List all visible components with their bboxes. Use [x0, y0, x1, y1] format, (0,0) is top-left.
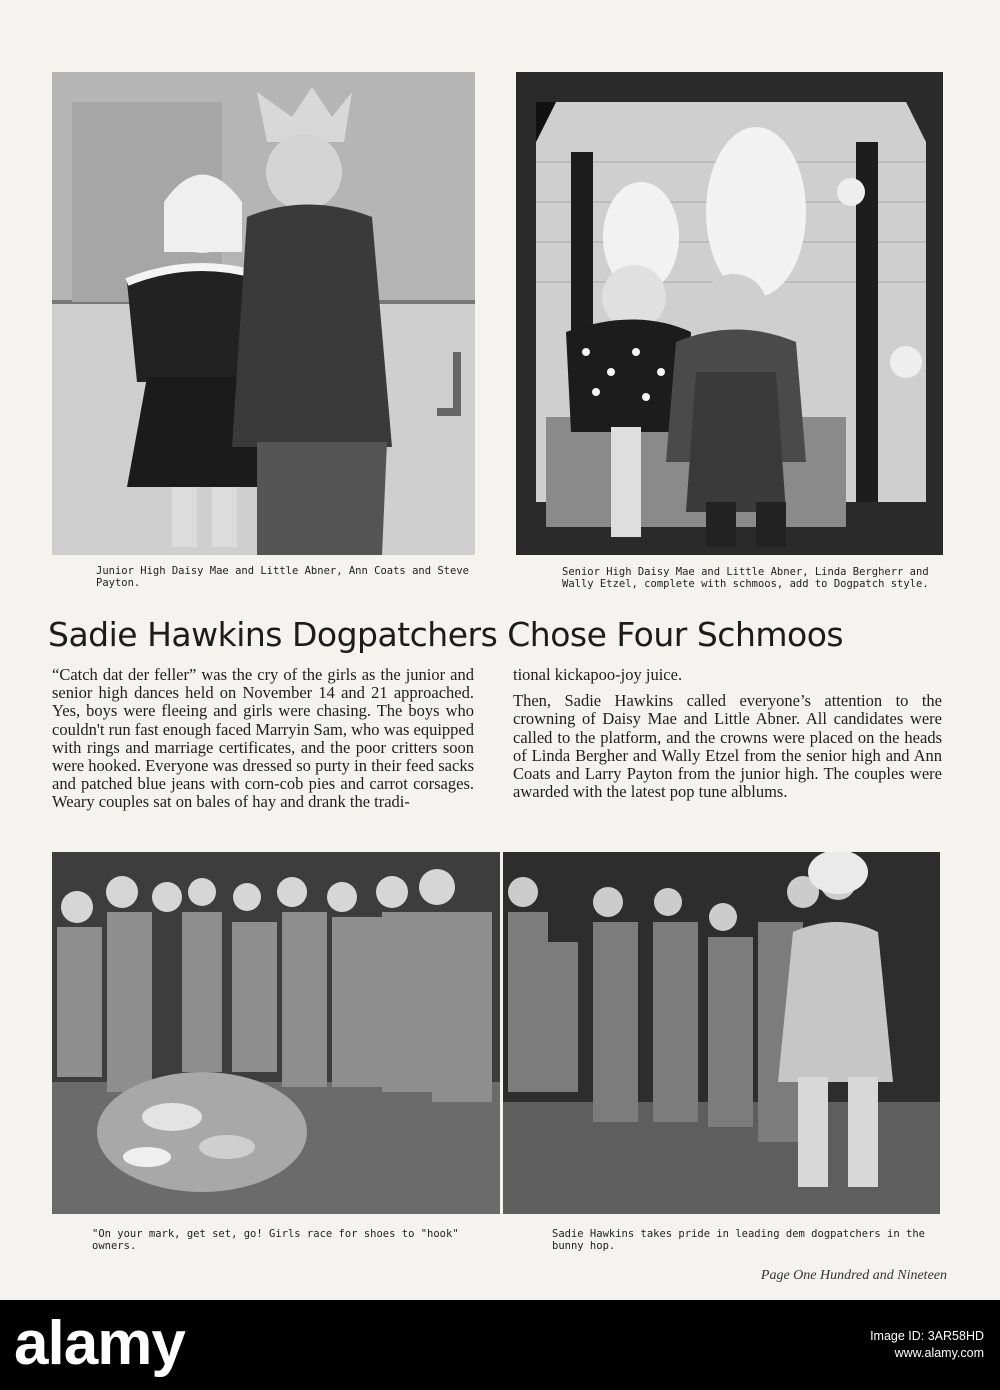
stock-footer-bar: [0, 1300, 1000, 1390]
stock-logo: alamy: [14, 1309, 185, 1378]
article-column-2: [513, 666, 942, 809]
image-id-label: Image ID: 3AR58HD: [870, 1329, 984, 1343]
site-url: www.alamy.com: [894, 1346, 984, 1360]
photo-bunny-hop: [503, 852, 940, 1214]
caption-shoe-race: "On your mark, get set, go! Girls race for shoes to "hook" owners.: [92, 1228, 459, 1252]
article-paragraph: tional kickapoo-joy juice.: [513, 665, 683, 684]
page-number: Page One Hundred and Nineteen: [760, 1268, 947, 1283]
article-paragraph: “Catch dat der feller” was the cry of the girls as the junior and senior high dances held on November 14 and 21 approached. Yes, boys were fleeing and girls were chasing. The boys who couldn't run fast enough faced Marryin Sam, who was equipped with rings and marriage certificates, and the poor critters soon were hooked. Everyone was dressed so purty in their feed sacks and patched blue jeans with corn-cob pies and carrot corsages. Weary couples sat on bales of hay and drank the tradi-: [52, 665, 474, 812]
stock-meta: [870, 1328, 984, 1362]
photo-senior-high-couple: [516, 72, 943, 555]
photo-junior-high-couple: [52, 72, 475, 555]
article-paragraph: Then, Sadie Hawkins called everyone’s attention to the crowning of Daisy Mae and Little Abner. All candidates were called to the platform, and the crowns were placed on the heads of Linda Bergher and Wally Etzel from the senior high and Ann Coats and Larry Payton from the junior high. The couples were awarded with the latest pop tune alblums.: [513, 691, 942, 802]
caption-bunny-hop: Sadie Hawkins takes pride in leading dem dogpatchers in the bunny hop.: [552, 1228, 925, 1252]
caption-junior-high: Junior High Daisy Mae and Little Abner, Ann Coats and Steve Payton.: [96, 565, 469, 589]
article-headline: Sadie Hawkins Dogpatchers Chose Four Schmoos: [48, 615, 844, 654]
article-column-1: [52, 666, 474, 820]
caption-senior-high: Senior High Daisy Mae and Little Abner, Linda Bergherr and Wally Etzel, complete with schmoos, add to Dogpatch style.: [562, 566, 929, 590]
photo-shoe-race: [52, 852, 500, 1214]
